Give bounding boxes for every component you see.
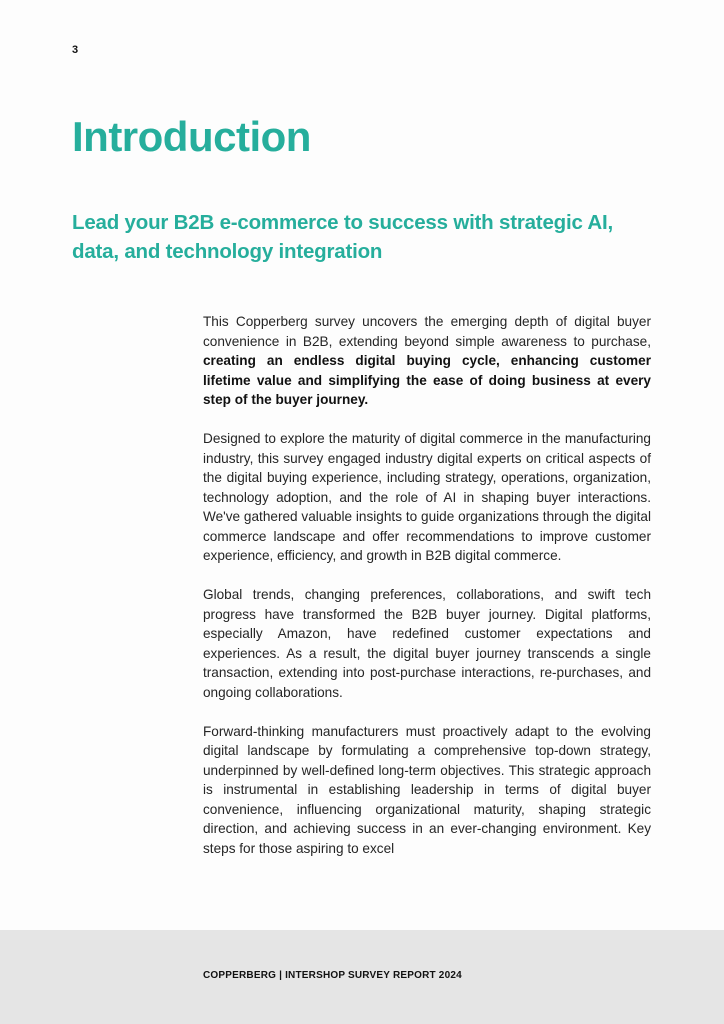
paragraph-2: Designed to explore the maturity of digital commerce in the manufacturing industry, this survey engaged industry digital experts on critical aspects of the digital buying experience, including strategy, operations, organization, technology adoption, and the role of AI in shaping buyer interactions. We've gathered valuable insights to guide organizations through the digital commerce landscape and offer recommendations to improve customer experience, efficiency, and growth in B2B digital commerce. [203,431,651,563]
paragraph-1-intro: This Copperberg survey uncovers the emerging depth of digital buyer convenience in B2B, extending beyond simple awareness to purchase, [203,314,651,349]
page-number: 3 [72,44,79,56]
page-title: Introduction [72,113,311,160]
paragraph-1-highlight: creating an endless digital buying cycle, enhancing customer lifetime value and simplifying the ease of doing business at every step of the buyer journey. [203,353,651,407]
paragraph-3: Global trends, changing preferences, collaborations, and swift tech progress have transformed the B2B buyer journey. Digital platforms, especially Amazon, have redefined customer expectations and experiences. As a result, the digital buyer journey transcends a single transaction, extending into post-purchase interactions, re-purchases, and ongoing collaborations. [203,587,651,700]
body-text [203,312,651,878]
paragraph-1 [203,312,651,410]
section-subtitle: Lead your B2B e-commerce to success with strategic AI, data, and technology integration [72,211,613,263]
paragraph-4: Forward-thinking manufacturers must proactively adapt to the evolving digital landscape by formulating a comprehensive top-down strategy, underpinned by well-defined long-term objectives. This strategic approach is instrumental in establishing leadership in terms of digital buyer convenience, influencing organizational maturity, shaping strategic direction, and achieving success in an ever-changing environment. Key steps for those aspiring to excel [203,723,651,856]
footer [0,930,724,1024]
footer-report-title: COPPERBERG | INTERSHOP SURVEY REPORT 2024 [203,970,462,981]
